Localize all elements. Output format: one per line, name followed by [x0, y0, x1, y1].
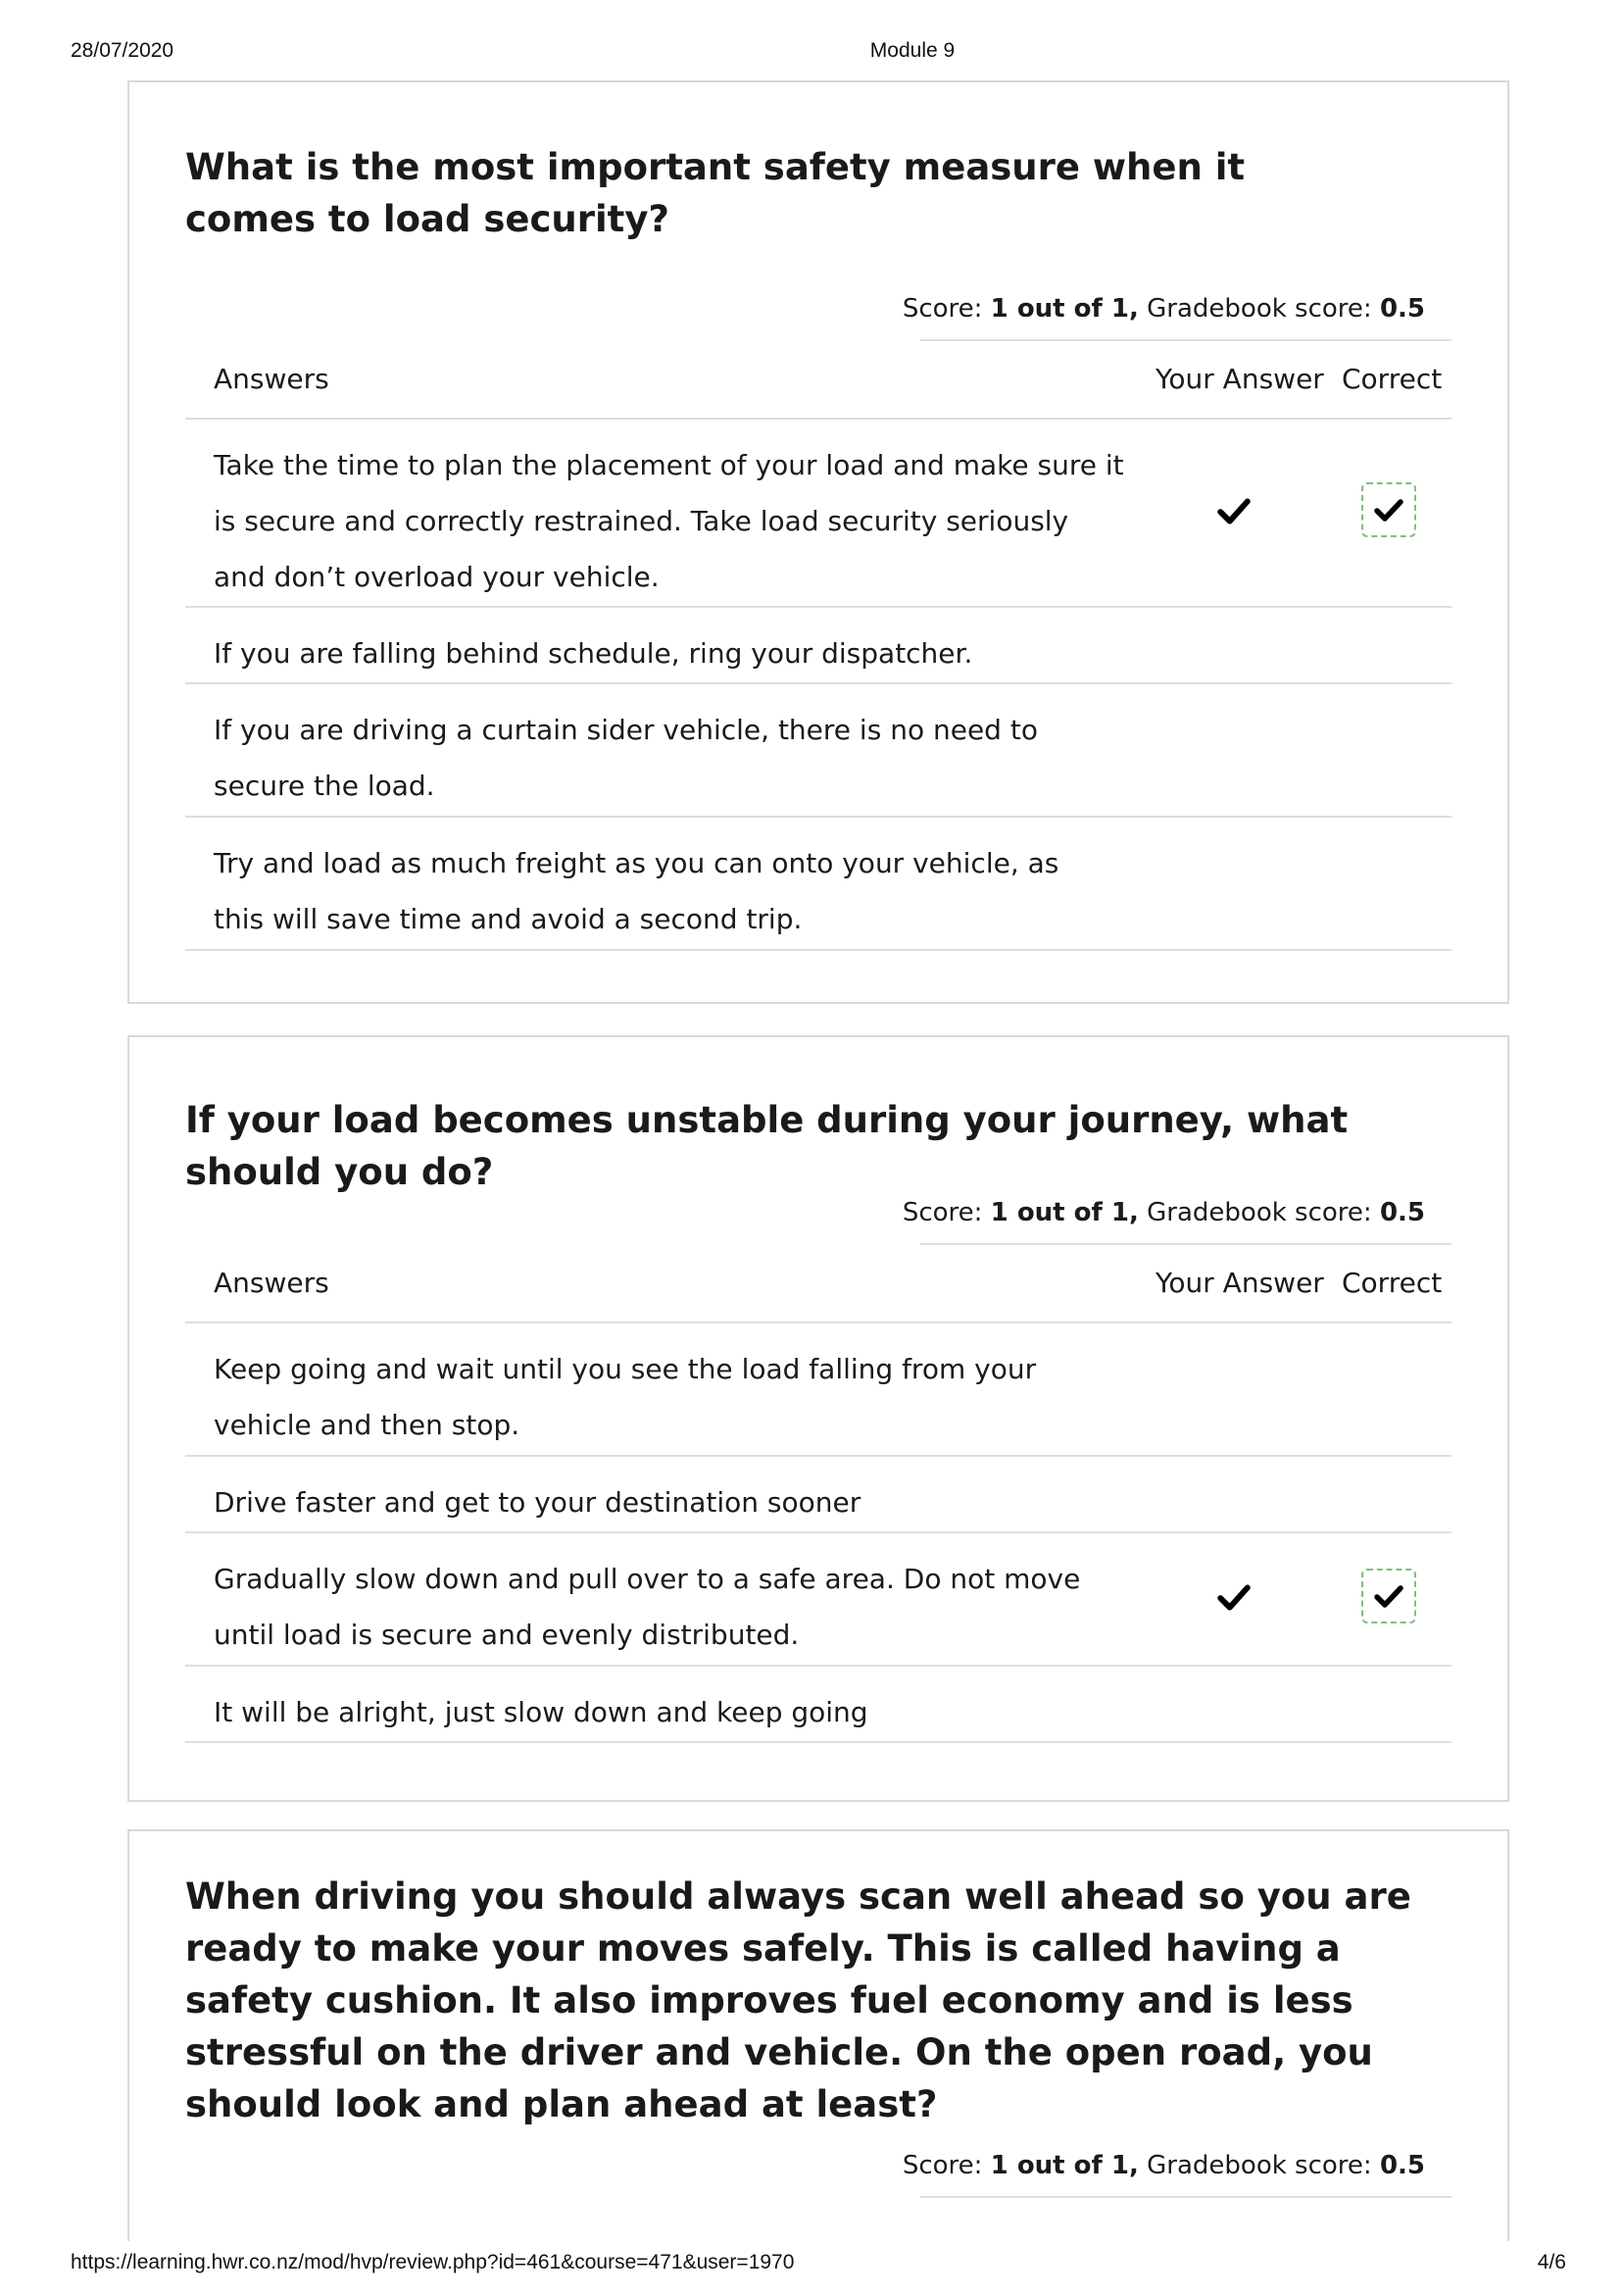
question-text: What is the most important safety measure when it comes to load security?	[185, 146, 1246, 240]
correct-check-icon	[1373, 1580, 1404, 1612]
page-url: https://learning.hwr.co.nz/mod/hvp/review.php?id=461&course=471&user=1970	[71, 2251, 795, 2273]
answer-text: It will be alright, just slow down and keep going	[214, 1696, 868, 1728]
answers-header	[185, 341, 1451, 420]
answer-text: Gradually slow down and pull over to a safe area. Do not move until load is secure and evenly distributed.	[214, 1563, 1081, 1651]
print-title: Module 9	[869, 39, 956, 62]
score-value: 1 out of 1,	[990, 2151, 1139, 2180]
score-divider	[920, 2196, 1451, 2198]
correct-column-header: Correct	[1342, 363, 1443, 395]
correct-answer-box	[1361, 482, 1416, 537]
score-value: 1 out of 1,	[990, 1198, 1139, 1227]
answer-row	[185, 1667, 1451, 1743]
gradebook-label: Gradebook score:	[1147, 294, 1372, 324]
answer-row	[185, 608, 1451, 684]
question-text: When driving you should always scan well ahead so you are ready to make your moves safely. This is called having a safety cushion. It also improves fuel economy and is less stressful on the driver and vehicle. On the open road, you should look and plan ahead at least?	[185, 1875, 1411, 2125]
score-line	[903, 294, 1425, 324]
gradebook-value: 0.5	[1379, 2151, 1425, 2180]
check-icon	[1217, 1580, 1251, 1614]
question-card-3	[127, 1829, 1509, 2241]
answer-text: Try and load as much freight as you can onto your vehicle, as this will save time and avoid a second trip.	[214, 847, 1059, 935]
page-number: 4/6	[1537, 2251, 1566, 2273]
answer-text: Keep going and wait until you see the load falling from your vehicle and then stop.	[214, 1353, 1037, 1441]
answer-row	[185, 684, 1451, 818]
your-answer-column-header: Your Answer	[1156, 363, 1324, 395]
score-line	[903, 2151, 1425, 2180]
score-label: Score:	[902, 1198, 983, 1227]
score-label: Score:	[902, 2151, 983, 2180]
answer-text: Take the time to plan the placement of your load and make sure it is secure and correctly restrained. Take load security seriously and don’t overload your vehicle.	[214, 449, 1124, 593]
question-text: If your load becomes unstable during your journey, what should you do?	[185, 1099, 1349, 1193]
print-header	[0, 39, 1623, 69]
answer-row	[185, 420, 1451, 608]
print-footer	[0, 2251, 1623, 2280]
score-line	[903, 1198, 1425, 1227]
correct-column-header: Correct	[1342, 1267, 1443, 1299]
answer-row	[185, 1533, 1451, 1667]
answer-row	[185, 1323, 1451, 1457]
gradebook-label: Gradebook score:	[1147, 1198, 1372, 1227]
your-answer-column-header: Your Answer	[1156, 1267, 1324, 1299]
answer-row	[185, 1457, 1451, 1533]
answers-column-header: Answers	[214, 1267, 329, 1299]
answer-text: If you are driving a curtain sider vehicle, there is no need to secure the load.	[214, 714, 1038, 802]
gradebook-value: 0.5	[1379, 1198, 1425, 1227]
gradebook-value: 0.5	[1379, 294, 1425, 324]
check-icon	[1217, 494, 1251, 527]
score-value: 1 out of 1,	[990, 294, 1139, 324]
question-card-2	[127, 1035, 1509, 1802]
answers-header	[185, 1245, 1451, 1323]
answer-row	[185, 818, 1451, 951]
score-label: Score:	[902, 294, 983, 324]
question-card-1	[127, 80, 1509, 1004]
answer-text: If you are falling behind schedule, ring your dispatcher.	[214, 637, 973, 670]
correct-check-icon	[1373, 494, 1404, 525]
gradebook-label: Gradebook score:	[1147, 2151, 1372, 2180]
print-date: 28/07/2020	[71, 39, 174, 62]
answers-column-header: Answers	[214, 363, 329, 395]
answer-text: Drive faster and get to your destination sooner	[214, 1486, 861, 1519]
correct-answer-box	[1361, 1569, 1416, 1623]
